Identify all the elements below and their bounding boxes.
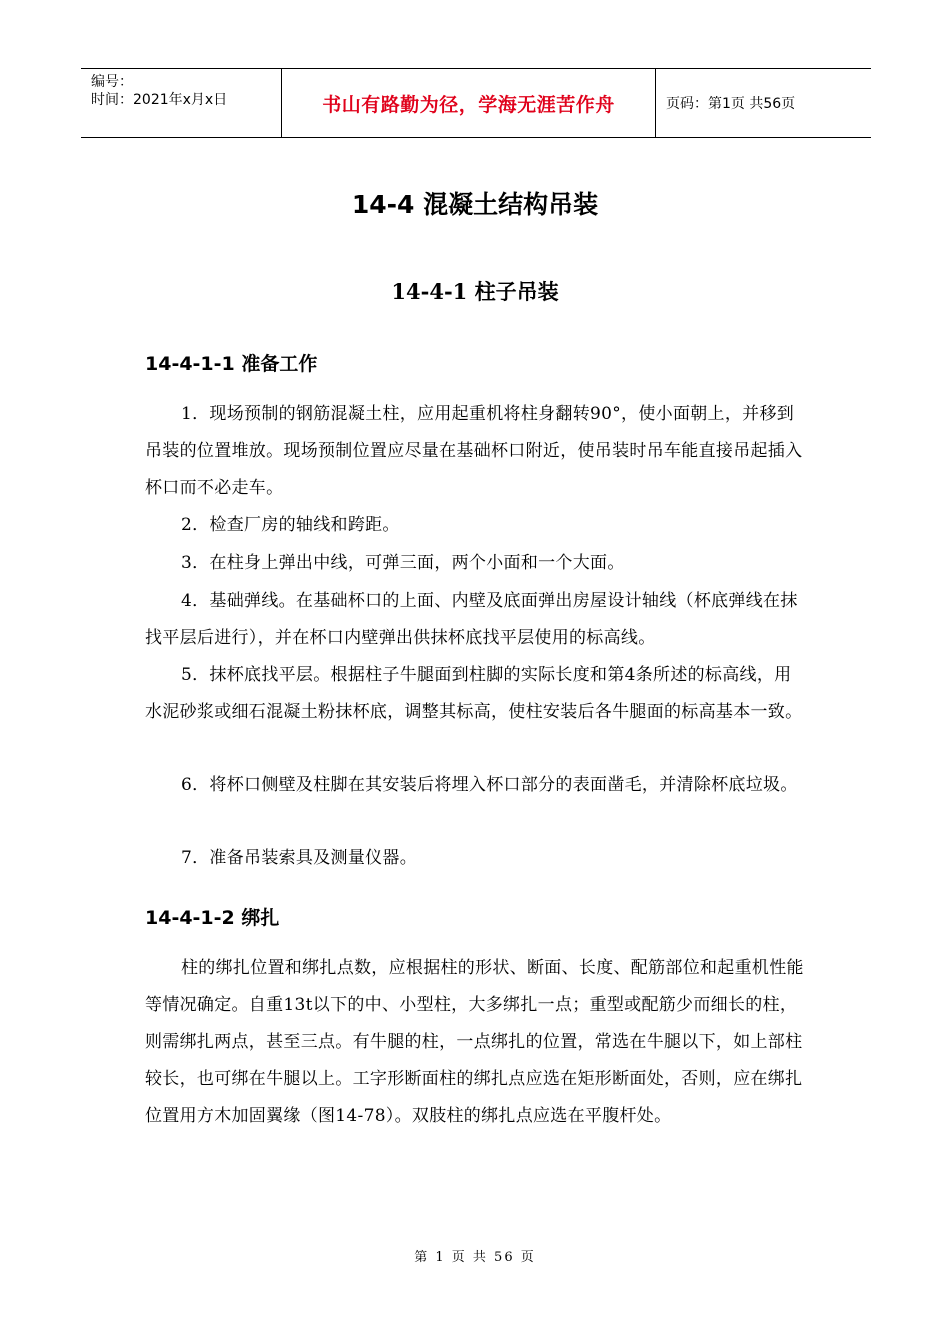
paragraph: 1．现场预制的钢筋混凝土柱，应用起重机将柱身翻转90°，使小面朝上，并移到吊装的位置堆放。现场预制位置应尽量在基础杯口附近，使吊装时吊车能直接吊起插入杯口而不必走车。 xyxy=(145,404,803,498)
page-header xyxy=(81,68,871,138)
section-title: 14-4-1 柱子吊装 xyxy=(391,279,559,304)
document-title: 14-4 混凝土结构吊装 xyxy=(351,190,599,219)
header-meta xyxy=(81,69,281,137)
paragraph: 5．抹杯底找平层。根据柱子牛腿面到柱脚的实际长度和第4条所述的标高线，用水泥砂浆或细石混凝土粉抹杯底，调整其标高，使柱安装后各牛腿面的标高基本一致。 xyxy=(145,665,803,722)
paragraph: 4．基础弹线。在基础杯口的上面、内壁及底面弹出房屋设计轴线（杯底弹线在抹找平层后进行），并在杯口内壁弹出供抹杯底找平层使用的标高线。 xyxy=(145,591,798,648)
paragraph: 2．检查厂房的轴线和跨距。 xyxy=(181,515,400,535)
paragraph: 7．准备吊装索具及测量仪器。 xyxy=(181,848,418,868)
paragraph: 柱的绑扎位置和绑扎点数，应根据柱的形状、断面、长度、配筋部位和起重机性能等情况确定。自重13t以下的中、小型柱，大多绑扎一点；重型或配筋少而细长的柱，则需绑扎两点，甚至三点。有牛腿的柱，一点绑扎的位置，常选在牛腿以下，如上部柱较长，也可绑在牛腿以上。工字形断面柱的绑扎点应选在矩形断面处，否则，应在绑扎位置用方木加固翼缘（图14-78）。双肢柱的绑扎点应选在平腹杆处。 xyxy=(145,958,804,1126)
date-label: 时间：2021年x月x日 xyxy=(91,92,228,108)
number-label: 编号： xyxy=(91,74,133,90)
subsection-heading-prep: 14-4-1-1 准备工作 xyxy=(145,353,318,375)
paragraph: 3．在柱身上弹出中线，可弹三面，两个小面和一个大面。 xyxy=(181,553,625,573)
header-motto: 书山有路勤为径，学海无涯苦作舟 xyxy=(281,69,656,137)
subsection-heading-binding: 14-4-1-2 绑扎 xyxy=(145,907,280,929)
header-page-info: 页码：第1页 共56页 xyxy=(666,96,796,112)
paragraph: 6．将杯口侧壁及柱脚在其安装后将埋入杯口部分的表面凿毛，并清除杯底垃圾。 xyxy=(181,775,798,795)
page-footer: 第 1 页 共 56 页 xyxy=(414,1250,536,1265)
